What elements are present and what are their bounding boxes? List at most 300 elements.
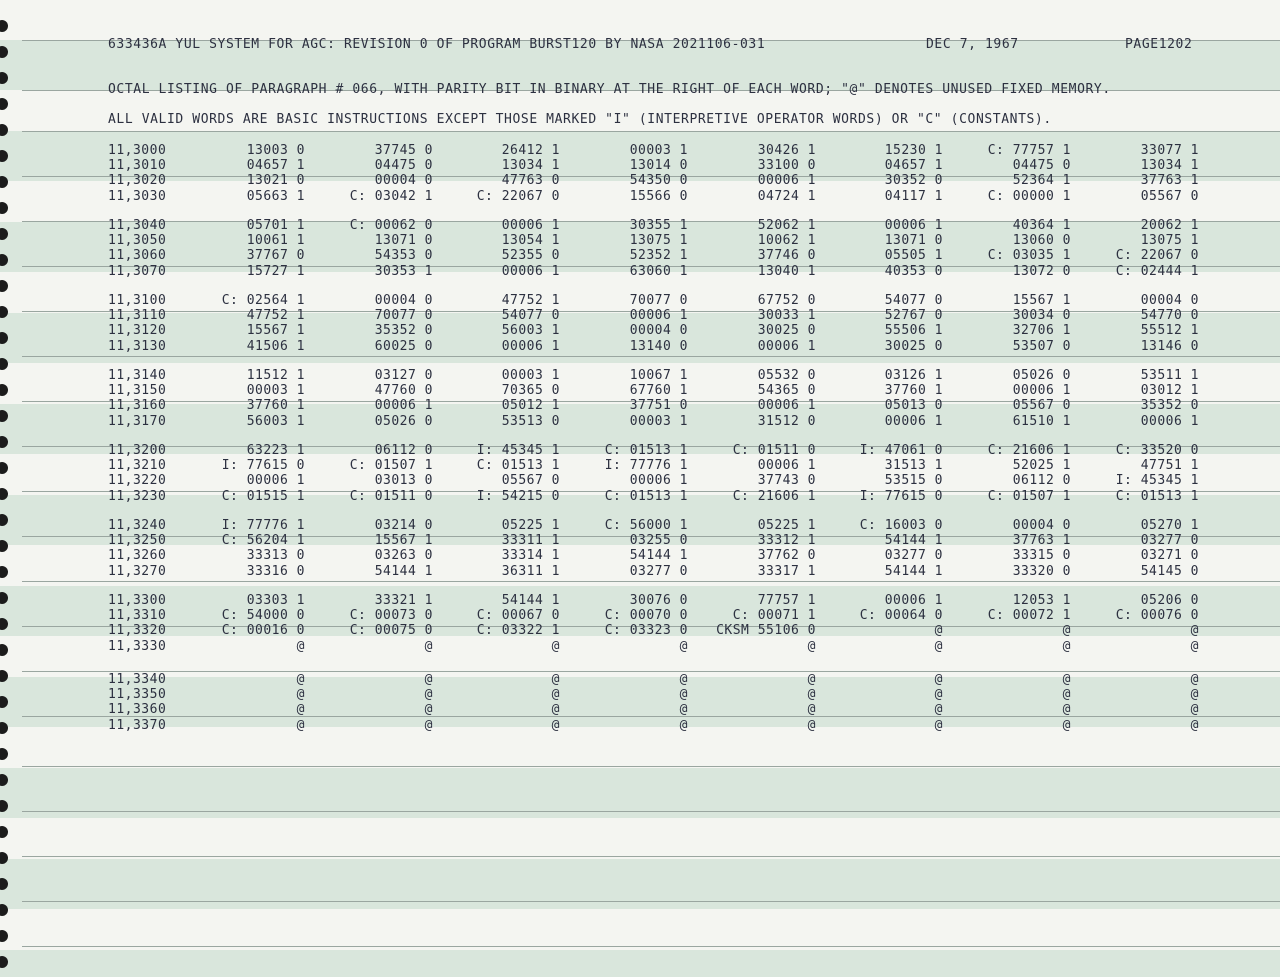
- memory-address: 11,3300: [108, 593, 167, 608]
- octal-word: C: 00067 0: [476, 608, 560, 623]
- octal-word: 05270 1: [1140, 518, 1199, 533]
- octal-word: 54144 1: [884, 533, 943, 548]
- octal-word: @: [551, 702, 560, 717]
- memory-address: 11,3000: [108, 143, 167, 158]
- octal-word: C: 21606 1: [732, 489, 816, 504]
- listing-row: [0, 458, 1280, 473]
- memory-address: 11,3140: [108, 368, 167, 383]
- octal-word: @: [551, 639, 560, 654]
- listing-row: [0, 368, 1280, 383]
- octal-word: 05701 1: [246, 218, 305, 233]
- octal-word: 00006 1: [757, 458, 816, 473]
- octal-word: 00006 1: [884, 414, 943, 429]
- listing-row: [0, 564, 1280, 579]
- octal-word: 37743 0: [757, 473, 816, 488]
- octal-word: 00006 1: [884, 593, 943, 608]
- octal-word: 55506 1: [884, 323, 943, 338]
- octal-word: C: 01513 1: [604, 489, 688, 504]
- octal-word: 61510 1: [1012, 414, 1071, 429]
- octal-word: @: [1062, 702, 1071, 717]
- octal-word: 15567 1: [1012, 293, 1071, 308]
- listing-row: [0, 489, 1280, 504]
- listing-row: [0, 189, 1280, 204]
- octal-word: 00003 1: [629, 414, 688, 429]
- octal-word: @: [1062, 639, 1071, 654]
- octal-word: 00006 1: [501, 339, 560, 354]
- octal-word: @: [807, 718, 816, 733]
- octal-word: 47752 1: [501, 293, 560, 308]
- paper-rule: [22, 901, 1280, 902]
- octal-word: 00006 1: [246, 473, 305, 488]
- memory-address: 11,3110: [108, 308, 167, 323]
- octal-word: 52025 1: [1012, 458, 1071, 473]
- memory-address: 11,3330: [108, 639, 167, 654]
- octal-word: @: [934, 702, 943, 717]
- page-number: PAGE1202: [1125, 37, 1193, 52]
- octal-word: 11512 1: [246, 368, 305, 383]
- octal-word: 00006 1: [757, 339, 816, 354]
- octal-word: 54077 0: [884, 293, 943, 308]
- octal-word: @: [1190, 718, 1199, 733]
- octal-word: @: [1190, 687, 1199, 702]
- octal-word: @: [807, 672, 816, 687]
- octal-word: 33321 1: [374, 593, 433, 608]
- octal-word: 00006 1: [1012, 383, 1071, 398]
- paper-rule: [22, 131, 1280, 132]
- octal-word: 52767 0: [884, 308, 943, 323]
- octal-word: @: [807, 639, 816, 654]
- octal-word: C: 02444 1: [1115, 264, 1199, 279]
- octal-word: 30034 0: [1012, 308, 1071, 323]
- memory-address: 11,3100: [108, 293, 167, 308]
- octal-word: 30025 0: [757, 323, 816, 338]
- octal-word: I: 45345 1: [476, 443, 560, 458]
- octal-word: 00006 1: [629, 473, 688, 488]
- listing-row: [0, 593, 1280, 608]
- octal-word: 31512 0: [757, 414, 816, 429]
- octal-word: C: 00064 0: [859, 608, 943, 623]
- octal-word: C: 01507 1: [349, 458, 433, 473]
- octal-word: 63223 1: [246, 443, 305, 458]
- octal-word: 15567 1: [246, 323, 305, 338]
- octal-word: 05532 0: [757, 368, 816, 383]
- octal-word: C: 56000 1: [604, 518, 688, 533]
- memory-address: 11,3240: [108, 518, 167, 533]
- octal-word: 30033 1: [757, 308, 816, 323]
- octal-word: I: 77615 0: [859, 489, 943, 504]
- octal-word: @: [424, 639, 433, 654]
- octal-word: 05026 0: [374, 414, 433, 429]
- octal-word: I: 77615 0: [221, 458, 305, 473]
- octal-word: 37767 0: [246, 248, 305, 263]
- octal-word: 05026 0: [1012, 368, 1071, 383]
- listing-row: [0, 308, 1280, 323]
- octal-word: 33317 1: [757, 564, 816, 579]
- octal-word: 33100 0: [757, 158, 816, 173]
- octal-word: C: 33520 0: [1115, 443, 1199, 458]
- listing-row: [0, 639, 1280, 654]
- octal-word: 53515 0: [884, 473, 943, 488]
- paper-rule: [22, 811, 1280, 812]
- memory-address: 11,3070: [108, 264, 167, 279]
- octal-word: C: 03322 1: [476, 623, 560, 638]
- octal-word: 33077 1: [1140, 143, 1199, 158]
- octal-word: 00006 1: [501, 264, 560, 279]
- octal-word: C: 01513 1: [1115, 489, 1199, 504]
- octal-word: 00006 1: [501, 218, 560, 233]
- octal-word: 37751 0: [629, 398, 688, 413]
- octal-word: @: [424, 718, 433, 733]
- listing-row: [0, 718, 1280, 733]
- octal-word: 05567 0: [501, 473, 560, 488]
- octal-word: 00004 0: [1140, 293, 1199, 308]
- listing-row: [0, 443, 1280, 458]
- octal-word: 54144 1: [374, 564, 433, 579]
- octal-word: 00004 0: [629, 323, 688, 338]
- octal-word: @: [679, 702, 688, 717]
- octal-word: 33313 0: [246, 548, 305, 563]
- octal-word: @: [1190, 623, 1199, 638]
- paper-rule: [22, 356, 1280, 357]
- octal-word: C: 01511 0: [732, 443, 816, 458]
- octal-word: @: [1062, 672, 1071, 687]
- octal-word: 00003 1: [246, 383, 305, 398]
- octal-word: 30025 0: [884, 339, 943, 354]
- octal-word: 03263 0: [374, 548, 433, 563]
- listing-row: [0, 608, 1280, 623]
- octal-word: 03127 0: [374, 368, 433, 383]
- listing-row: [0, 339, 1280, 354]
- octal-word: 55512 1: [1140, 323, 1199, 338]
- listing-row: [0, 414, 1280, 429]
- octal-word: 00006 1: [884, 218, 943, 233]
- listing-row: [0, 233, 1280, 248]
- octal-word: C: 01515 1: [221, 489, 305, 504]
- listing-row: [0, 518, 1280, 533]
- octal-word: 40364 1: [1012, 218, 1071, 233]
- feed-hole: [0, 930, 8, 942]
- octal-word: 13071 0: [374, 233, 433, 248]
- octal-word: 52364 1: [1012, 173, 1071, 188]
- octal-word: @: [296, 672, 305, 687]
- octal-word: 10061 1: [246, 233, 305, 248]
- octal-word: @: [551, 672, 560, 687]
- octal-word: @: [1190, 639, 1199, 654]
- listing-row: [0, 293, 1280, 308]
- octal-word: 12053 1: [1012, 593, 1071, 608]
- octal-word: @: [1190, 702, 1199, 717]
- octal-word: 52062 1: [757, 218, 816, 233]
- octal-word: 37745 0: [374, 143, 433, 158]
- octal-word: 15566 0: [629, 189, 688, 204]
- octal-word: 04724 1: [757, 189, 816, 204]
- octal-word: 67752 0: [757, 293, 816, 308]
- memory-address: 11,3120: [108, 323, 167, 338]
- feed-hole: [0, 72, 8, 84]
- memory-address: 11,3160: [108, 398, 167, 413]
- octal-word: @: [296, 718, 305, 733]
- octal-word: 00004 0: [374, 173, 433, 188]
- octal-word: 13075 1: [1140, 233, 1199, 248]
- listing-row: [0, 398, 1280, 413]
- octal-word: @: [1062, 687, 1071, 702]
- octal-word: C: 00073 0: [349, 608, 433, 623]
- octal-word: 04117 1: [884, 189, 943, 204]
- octal-word: 40353 0: [884, 264, 943, 279]
- memory-address: 11,3310: [108, 608, 167, 623]
- octal-word: 47751 1: [1140, 458, 1199, 473]
- octal-word: C: 00076 0: [1115, 608, 1199, 623]
- paper-rule: [22, 581, 1280, 582]
- octal-word: @: [807, 687, 816, 702]
- octal-word: 04657 1: [246, 158, 305, 173]
- octal-word: 33316 0: [246, 564, 305, 579]
- octal-word: 13071 0: [884, 233, 943, 248]
- octal-word: 03214 0: [374, 518, 433, 533]
- octal-word: @: [424, 672, 433, 687]
- octal-word: 35352 0: [1140, 398, 1199, 413]
- octal-word: 05567 0: [1012, 398, 1071, 413]
- octal-word: 13034 1: [1140, 158, 1199, 173]
- octal-word: @: [1062, 718, 1071, 733]
- octal-word: 47752 1: [246, 308, 305, 323]
- octal-word: @: [934, 718, 943, 733]
- listing-row: [0, 533, 1280, 548]
- octal-word: 03255 0: [629, 533, 688, 548]
- octal-word: 37760 1: [884, 383, 943, 398]
- feed-hole: [0, 98, 8, 110]
- octal-word: @: [934, 687, 943, 702]
- octal-word: @: [551, 718, 560, 733]
- octal-word: 00003 1: [501, 368, 560, 383]
- octal-word: 54144 1: [501, 593, 560, 608]
- octal-word: 31513 1: [884, 458, 943, 473]
- octal-word: 03303 1: [246, 593, 305, 608]
- paper-rule: [22, 766, 1280, 767]
- octal-word: 30355 1: [629, 218, 688, 233]
- octal-word: I: 45345 1: [1115, 473, 1199, 488]
- listing-row: [0, 548, 1280, 563]
- octal-word: 33315 0: [1012, 548, 1071, 563]
- octal-word: 13075 1: [629, 233, 688, 248]
- octal-word: @: [424, 702, 433, 717]
- feed-hole: [0, 280, 8, 292]
- octal-word: 13060 0: [1012, 233, 1071, 248]
- memory-address: 11,3340: [108, 672, 167, 687]
- octal-word: 37760 1: [246, 398, 305, 413]
- octal-word: 47760 0: [374, 383, 433, 398]
- octal-word: C: 00016 0: [221, 623, 305, 638]
- listing-row: [0, 383, 1280, 398]
- octal-word: @: [296, 639, 305, 654]
- octal-word: 41506 1: [246, 339, 305, 354]
- octal-word: 13140 0: [629, 339, 688, 354]
- memory-address: 11,3230: [108, 489, 167, 504]
- octal-word: 04475 0: [374, 158, 433, 173]
- octal-word: 54144 1: [884, 564, 943, 579]
- octal-word: CKSM 55106 0: [716, 623, 816, 638]
- octal-word: 30076 0: [629, 593, 688, 608]
- memory-address: 11,3050: [108, 233, 167, 248]
- octal-word: 03271 0: [1140, 548, 1199, 563]
- octal-word: 56003 1: [501, 323, 560, 338]
- octal-word: 05225 1: [757, 518, 816, 533]
- octal-word: 00006 1: [757, 398, 816, 413]
- listing-row: [0, 264, 1280, 279]
- listing-row: [0, 173, 1280, 188]
- octal-word: C: 01513 1: [604, 443, 688, 458]
- octal-word: 53511 1: [1140, 368, 1199, 383]
- octal-word: 52352 1: [629, 248, 688, 263]
- octal-word: I: 77776 1: [221, 518, 305, 533]
- octal-word: 35352 0: [374, 323, 433, 338]
- octal-word: 33311 1: [501, 533, 560, 548]
- octal-word: C: 03035 1: [987, 248, 1071, 263]
- octal-word: C: 16003 0: [859, 518, 943, 533]
- octal-word: @: [296, 687, 305, 702]
- octal-word: 05567 0: [1140, 189, 1199, 204]
- feed-hole: [0, 20, 8, 32]
- octal-word: 03277 0: [884, 548, 943, 563]
- listing-title: 633436A YUL SYSTEM FOR AGC: REVISION 0 OF PROGRAM BURST120 BY NASA 2021106-031: [108, 37, 766, 52]
- octal-word: 13003 0: [246, 143, 305, 158]
- octal-word: 13034 1: [501, 158, 560, 173]
- octal-word: 13054 1: [501, 233, 560, 248]
- octal-word: 70077 0: [374, 308, 433, 323]
- feed-hole: [0, 852, 8, 864]
- octal-word: I: 77776 1: [604, 458, 688, 473]
- memory-address: 11,3220: [108, 473, 167, 488]
- memory-address: 11,3020: [108, 173, 167, 188]
- octal-word: I: 54215 0: [476, 489, 560, 504]
- memory-address: 11,3270: [108, 564, 167, 579]
- octal-word: 54353 0: [374, 248, 433, 263]
- octal-word: C: 22067 0: [1115, 248, 1199, 263]
- listing-row: [0, 158, 1280, 173]
- listing-date: DEC 7, 1967: [926, 37, 1019, 52]
- octal-word: 13040 1: [757, 264, 816, 279]
- octal-word: C: 22067 0: [476, 189, 560, 204]
- octal-word: @: [679, 672, 688, 687]
- octal-word: C: 02564 1: [221, 293, 305, 308]
- octal-word: 54145 0: [1140, 564, 1199, 579]
- octal-word: C: 56204 1: [221, 533, 305, 548]
- memory-address: 11,3350: [108, 687, 167, 702]
- octal-word: @: [679, 639, 688, 654]
- octal-word: 53513 0: [501, 414, 560, 429]
- octal-word: 15230 1: [884, 143, 943, 158]
- memory-address: 11,3360: [108, 702, 167, 717]
- octal-word: C: 00075 0: [349, 623, 433, 638]
- octal-word: 54144 1: [629, 548, 688, 563]
- octal-word: 05505 1: [884, 248, 943, 263]
- octal-word: 00006 1: [629, 308, 688, 323]
- octal-word: 70077 0: [629, 293, 688, 308]
- octal-word: 04475 0: [1012, 158, 1071, 173]
- octal-word: 13021 0: [246, 173, 305, 188]
- octal-word: 00004 0: [374, 293, 433, 308]
- octal-word: 13014 0: [629, 158, 688, 173]
- octal-word: 54350 0: [629, 173, 688, 188]
- feed-hole: [0, 878, 8, 890]
- octal-word: 30352 0: [884, 173, 943, 188]
- octal-word: @: [934, 623, 943, 638]
- octal-word: 03277 0: [1140, 533, 1199, 548]
- memory-address: 11,3320: [108, 623, 167, 638]
- memory-address: 11,3370: [108, 718, 167, 733]
- octal-word: 03277 0: [629, 564, 688, 579]
- octal-word: @: [424, 687, 433, 702]
- memory-address: 11,3260: [108, 548, 167, 563]
- octal-word: @: [807, 702, 816, 717]
- memory-address: 11,3010: [108, 158, 167, 173]
- octal-word: 67760 1: [629, 383, 688, 398]
- octal-word: @: [934, 639, 943, 654]
- octal-word: 53507 0: [1012, 339, 1071, 354]
- octal-word: 36311 1: [501, 564, 560, 579]
- octal-word: C: 03042 1: [349, 189, 433, 204]
- octal-word: 00006 1: [374, 398, 433, 413]
- octal-word: 05206 0: [1140, 593, 1199, 608]
- octal-word: C: 00000 1: [987, 189, 1071, 204]
- octal-word: 33314 1: [501, 548, 560, 563]
- feed-hole: [0, 124, 8, 136]
- octal-word: 47763 0: [501, 173, 560, 188]
- octal-word: C: 54000 0: [221, 608, 305, 623]
- octal-word: @: [679, 687, 688, 702]
- memory-address: 11,3130: [108, 339, 167, 354]
- octal-word: 10062 1: [757, 233, 816, 248]
- listing-row: [0, 672, 1280, 687]
- memory-address: 11,3210: [108, 458, 167, 473]
- octal-word: 10067 1: [629, 368, 688, 383]
- octal-word: 06112 0: [1012, 473, 1071, 488]
- octal-word: 20062 1: [1140, 218, 1199, 233]
- paper-rule: [22, 856, 1280, 857]
- octal-word: 54365 0: [757, 383, 816, 398]
- octal-word: 52355 0: [501, 248, 560, 263]
- octal-word: C: 21606 1: [987, 443, 1071, 458]
- octal-word: 30353 1: [374, 264, 433, 279]
- octal-word: 54077 0: [501, 308, 560, 323]
- listing-row: [0, 473, 1280, 488]
- memory-address: 11,3150: [108, 383, 167, 398]
- octal-word: 30426 1: [757, 143, 816, 158]
- octal-word: 00006 1: [757, 173, 816, 188]
- octal-word: C: 00070 0: [604, 608, 688, 623]
- octal-word: 60025 0: [374, 339, 433, 354]
- octal-word: C: 77757 1: [987, 143, 1071, 158]
- octal-word: C: 01507 1: [987, 489, 1071, 504]
- memory-address: 11,3200: [108, 443, 167, 458]
- paper-rule: [22, 946, 1280, 947]
- octal-word: 63060 1: [629, 264, 688, 279]
- octal-word: 54770 0: [1140, 308, 1199, 323]
- octal-word: 37762 0: [757, 548, 816, 563]
- feed-hole: [0, 46, 8, 58]
- octal-word: C: 00071 1: [732, 608, 816, 623]
- listing-row: [0, 687, 1280, 702]
- octal-word: 26412 1: [501, 143, 560, 158]
- listing-row: [0, 702, 1280, 717]
- memory-address: 11,3030: [108, 189, 167, 204]
- octal-word: 32706 1: [1012, 323, 1071, 338]
- octal-word: C: 03323 0: [604, 623, 688, 638]
- octal-word: 00003 1: [629, 143, 688, 158]
- octal-word: 03012 1: [1140, 383, 1199, 398]
- octal-word: C: 00062 0: [349, 218, 433, 233]
- octal-word: I: 47061 0: [859, 443, 943, 458]
